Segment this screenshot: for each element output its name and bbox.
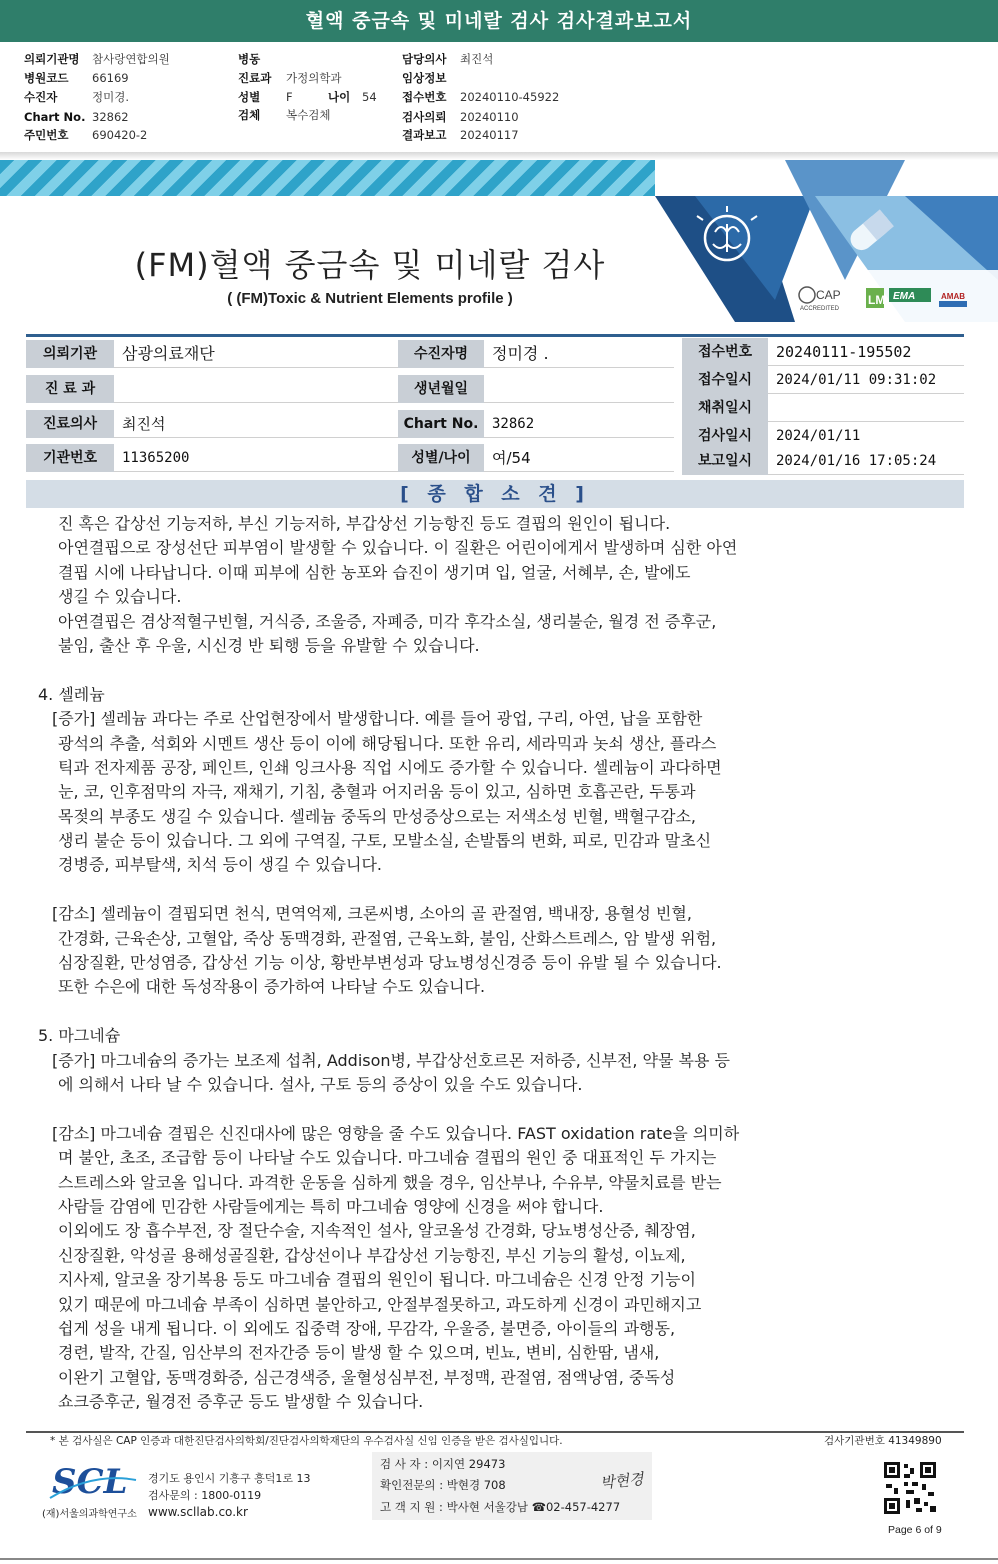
info-row: 수진자 정미경. xyxy=(24,90,129,104)
signature: 박현경 xyxy=(599,1469,645,1493)
value-doctor: 최진석 xyxy=(114,410,398,438)
text-line: [증가] 셀레늄 과다는 주로 산업현장에서 발생합니다. 예를 들어 광업, 구리, 아연, 납을 포함한 xyxy=(52,709,703,729)
info-row: 결과보고 20240117 xyxy=(402,128,519,142)
svg-text:AMAB: AMAB xyxy=(941,292,965,301)
text-line: 광석의 추출, 석회와 시멘트 생산 등이 이에 해당됩니다. 또한 유리, 세라믹과 놋쇠 생산, 플라스 xyxy=(58,733,717,753)
info-row: 병원코드 66169 xyxy=(24,71,129,85)
qr-code-icon xyxy=(882,1460,938,1516)
text-line: 며 불안, 초조, 조급함 등이 나타날 수도 있습니다. 마그네슘 결핍의 원인 중 대표적인 두 가지는 xyxy=(58,1148,717,1168)
label-report-datetime: 보고일시 xyxy=(682,447,768,475)
info-row: 주민번호 690420-2 xyxy=(24,128,148,142)
divider xyxy=(0,1558,998,1560)
page-subtitle: ( (FM)Toxic & Nutrient Elements profile ) xyxy=(227,290,513,307)
text-line: 틱과 전자제품 공장, 페인트, 인쇄 잉크사용 직업 시에도 증가할 수 있습니다. 셀레늄이 과다하면 xyxy=(58,757,722,777)
text-line: 간경화, 근육손상, 고혈압, 죽상 동맥경화, 관절염, 근육노화, 불임, 산화스트레스, 암 발생 위험, xyxy=(58,928,717,948)
value-receipt-number: 20240111-195502 xyxy=(768,338,964,366)
org-address: 경기도 용인시 기흥구 흥덕1로 13 xyxy=(148,1472,311,1485)
label-sex-age: 성별/나이 xyxy=(398,444,484,472)
text-line: 불임, 출산 후 우울, 시신경 반 퇴행 등을 유발할 수 있습니다. xyxy=(58,635,480,655)
section-title-magnesium: 5. 마그네슘 xyxy=(38,1026,121,1046)
svg-text:ACCREDITED: ACCREDITED xyxy=(800,306,840,312)
org-phone: 검사문의 : 1800-0119 xyxy=(148,1489,262,1502)
text-line: 에 의해서 나타 날 수 있습니다. 설사, 구토 등의 증상이 있을 수도 있습니다. xyxy=(58,1074,583,1094)
info-row: 담당의사 최진석 xyxy=(402,52,494,66)
value-report-datetime: 2024/01/16 17:05:24 xyxy=(768,447,964,475)
text-line: [감소] 셀레늄이 결핍되면 천식, 면역억제, 크론씨병, 소아의 골 관절염, 백내장, 용혈성 빈혈, xyxy=(52,904,692,924)
page-title: (FM)혈액 중금속 및 미네랄 검사 xyxy=(134,246,606,284)
value-requesting-org: 삼광의료재단 xyxy=(114,340,398,368)
info-row: 의뢰기관명 참사랑연합의원 xyxy=(24,52,170,66)
value-patient-name: 정미경 . xyxy=(484,340,674,368)
text-line: [감소] 마그네슘 결핍은 신진대사에 많은 영향을 줄 수도 있습니다. FAST oxidation rate을 의미하 xyxy=(52,1123,740,1143)
info-row: Chart No. 32862 xyxy=(24,110,129,124)
staff-tester: 검 사 자 : 이지연 29473 xyxy=(380,1457,506,1471)
svg-text:LM: LM xyxy=(868,293,886,307)
label-requesting-org: 의뢰기관 xyxy=(26,340,114,368)
text-line: 쉽게 성을 내게 됩니다. 이 외에도 집중력 장애, 무감각, 우울증, 불면증, 아이들의 과행동, xyxy=(58,1318,676,1338)
info-row: 임상정보 xyxy=(402,71,447,85)
org-name: (재)서울의과학연구소 xyxy=(42,1509,137,1520)
divider xyxy=(26,334,964,337)
text-line: 경련, 발작, 간질, 임산부의 전자간증 등이 발생 할 수 있으며, 빈뇨, 변비, 심한땀, 냄새, xyxy=(58,1343,660,1363)
text-line: 지사제, 알코올 장기복용 등도 마그네슘 결핍의 원인이 됩니다. 마그네슘은 신경 안정 기능이 xyxy=(58,1270,696,1290)
text-line: 결핍 시에 나타납니다. 이때 피부에 심한 농포와 습진이 생기며 입, 얼굴, 서혜부, 손, 발에도 xyxy=(58,562,691,582)
text-line: 아연결핍으로 장성선단 피부염이 발생할 수 있습니다. 이 질환은 어린이에게서 발생하며 심한 아연 xyxy=(58,538,738,558)
info-row: 병동 xyxy=(238,52,261,66)
scl-logo: SCL xyxy=(52,1462,128,1502)
text-line: [증가] 마그네슘의 증가는 보조제 섭취, Addison병, 부갑상선호르몬 저하증, 신부전, 약물 복용 등 xyxy=(52,1050,730,1070)
info-row: 검체 복수검체 xyxy=(238,108,331,122)
info-row-age: 나이 54 xyxy=(328,90,377,104)
divider xyxy=(0,152,998,160)
lm-logo xyxy=(866,288,885,308)
text-line: 스트레스와 알코올 입니다. 과격한 운동을 심하게 했을 경우, 임산부나, 수유부, 약물치료를 받는 xyxy=(58,1172,722,1192)
value-chart-no: 32862 xyxy=(484,410,674,438)
value-collection-datetime xyxy=(768,394,964,422)
text-line: 생길 수 있습니다. xyxy=(58,587,182,607)
text-line: 진 혹은 갑상선 기능저하, 부신 기능저하, 부갑상선 기능항진 등도 결핍의 원인이 됩니다. xyxy=(58,514,671,533)
text-line: 이완기 고혈압, 동맥경화증, 심근경색증, 울혈성심부전, 부정맥, 관절염, 점액낭염, 중독성 xyxy=(58,1367,676,1387)
info-row: 진료과 가정의학과 xyxy=(238,71,342,85)
label-receipt-datetime: 접수일시 xyxy=(682,366,768,394)
lab-code: 검사기관번호 41349890 xyxy=(824,1435,942,1447)
label-receipt-number: 접수번호 xyxy=(682,338,768,366)
label-chart-no: Chart No. xyxy=(398,410,484,438)
value-birth-date xyxy=(484,375,674,403)
text-line: 목젖의 부종도 생길 수 있습니다. 셀레늄 중독의 만성증상으로는 저색소성 빈혈, 백혈구감소, xyxy=(58,806,696,826)
text-line: 신장질환, 악성골 용해성골질환, 갑상선이나 부갑상선 기능항진, 부신 기능의 활성, 이뇨제, xyxy=(58,1245,686,1265)
ema-logo xyxy=(889,288,931,302)
report-banner-title: 혈액 중금속 및 미네랄 검사 검사결과보고서 xyxy=(0,0,998,42)
svg-text:CAP: CAP xyxy=(816,288,841,302)
staff-specialist: 확인전문의 : 박현경 708 xyxy=(380,1478,506,1492)
label-org-number: 기관번호 xyxy=(26,444,114,472)
label-patient-name: 수진자명 xyxy=(398,340,484,368)
value-test-datetime: 2024/01/11 xyxy=(768,422,964,450)
text-line: 심장질환, 만성염증, 갑상선 기능 이상, 황반부변성과 당뇨병성신경증 등이 유발 될 수 있습니다. xyxy=(58,953,722,973)
text-line: 생리 불순 등이 있습니다. 그 외에 구역질, 구토, 모발소실, 손발톱의 변화, 피로, 민감과 말초신 xyxy=(58,831,712,851)
text-line: 사람들 감염에 민감한 사람들에게는 특히 마그네슘 영양에 신경을 써야 합니다. xyxy=(58,1196,604,1216)
svg-text:EMA: EMA xyxy=(893,291,916,302)
text-line: 이외에도 장 흡수부전, 장 절단수술, 지속적인 설사, 알코올성 간경화, 당뇨병성산증, 췌장염, xyxy=(58,1221,696,1241)
value-department xyxy=(114,375,398,403)
label-test-datetime: 검사일시 xyxy=(682,422,768,450)
text-line: 아연결핍은 겸상적혈구빈혈, 거식증, 조울증, 자폐증, 미각 후각소실, 생리불순, 월경 전 증후군, xyxy=(58,611,717,631)
page-number: Page 6 of 9 xyxy=(888,1524,942,1536)
text-line: 쇼크증후군, 월경전 증후군 등도 발생할 수 있습니다. xyxy=(58,1392,424,1412)
text-line: 있기 때문에 마그네슘 부족이 심하면 불안하고, 안절부절못하고, 과도하게 신경이 과민해지고 xyxy=(58,1294,702,1314)
text-line: 경병증, 피부탈색, 치석 등이 생길 수 있습니다. xyxy=(58,855,382,875)
summary-body xyxy=(34,512,934,1414)
amab-logo xyxy=(939,292,967,307)
accreditation-note: * 본 검사실은 CAP 인증과 대한진단검사의학회/진단검사의학재단의 우수검사실 신임 인증을 받은 검사실입니다. xyxy=(50,1435,563,1447)
label-birth-date: 생년월일 xyxy=(398,375,484,403)
label-collection-datetime: 채취일시 xyxy=(682,394,768,422)
summary-section-header: [ 종 합 소 견 ] xyxy=(26,480,964,508)
label-department: 진 료 과 xyxy=(26,375,114,403)
text-line: 눈, 코, 인후점막의 자극, 재채기, 기침, 충혈과 어지러움 등이 있고, 심하면 호흡곤란, 두통과 xyxy=(58,782,696,802)
value-receipt-datetime: 2024/01/11 09:31:02 xyxy=(768,366,964,394)
value-sex-age: 여/54 xyxy=(484,444,674,472)
info-row: 검사의뢰 20240110 xyxy=(402,110,519,124)
label-doctor: 진료의사 xyxy=(26,410,114,438)
text-line: 또한 수은에 대한 독성작용이 증가하여 나타날 수도 있습니다. xyxy=(58,977,486,997)
report-info-block xyxy=(0,42,998,160)
value-org-number: 11365200 xyxy=(114,444,398,472)
section-title-selenium: 4. 셀레늄 xyxy=(38,684,105,704)
info-row: 성별 F xyxy=(238,90,293,104)
scl-logo-swoosh xyxy=(48,1470,138,1504)
info-row: 접수번호 20240110-45922 xyxy=(402,90,560,104)
staff-support: 고 객 지 원 : 박사현 서울강남 ☎02-457-4277 xyxy=(380,1500,621,1514)
org-website[interactable]: www.scllab.co.kr xyxy=(148,1505,248,1519)
